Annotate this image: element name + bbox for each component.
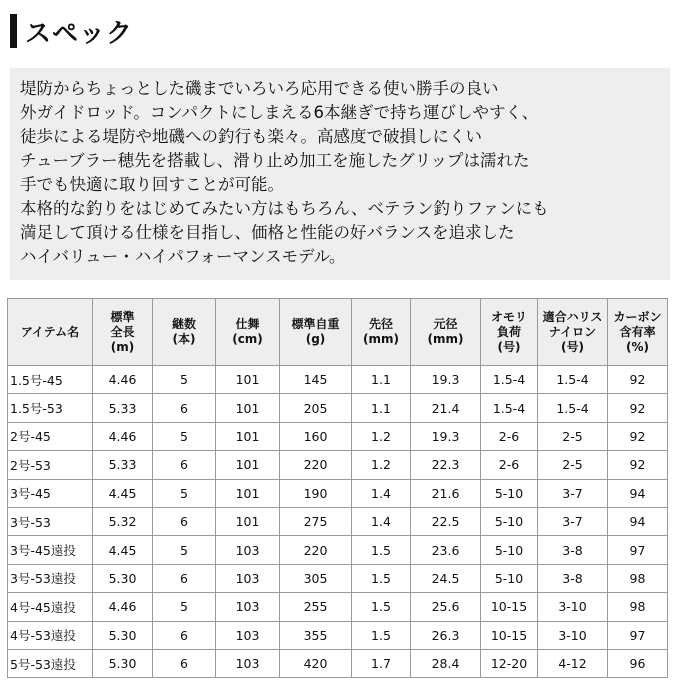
description-line: 手でも快適に取り回すことが可能。 (20, 175, 284, 194)
table-cell: 6 (153, 394, 216, 422)
table-cell: 103 (216, 564, 280, 592)
item-name-cell: 3号-53遠投 (8, 564, 93, 592)
table-cell: 3-7 (538, 479, 608, 507)
description-line: 堤防からちょっとした磯までいろいろ応用できる使い勝手の良い (20, 79, 499, 98)
column-header-line: (m) (110, 339, 135, 354)
table-row (8, 479, 668, 507)
table-cell: 5.33 (93, 451, 153, 479)
table-cell: 1.5 (352, 536, 411, 564)
table-cell: 101 (216, 479, 280, 507)
column-header (608, 299, 668, 366)
table-cell: 5-10 (481, 507, 538, 535)
table-cell: 92 (608, 451, 668, 479)
table-cell: 101 (216, 394, 280, 422)
table-cell: 6 (153, 451, 216, 479)
column-header (481, 299, 538, 366)
table-cell: 3-8 (538, 564, 608, 592)
column-header-line: (%) (626, 339, 649, 354)
table-cell: 4.45 (93, 479, 153, 507)
column-header-line: 全長 (110, 324, 135, 339)
table-cell: 3-7 (538, 507, 608, 535)
description-line: ハイバリュー・ハイパフォーマンスモデル。 (20, 247, 346, 266)
table-cell: 98 (608, 593, 668, 621)
table-cell: 190 (280, 479, 352, 507)
table-cell: 6 (153, 649, 216, 677)
column-header-line: ナイロン (548, 324, 597, 339)
table-cell: 103 (216, 536, 280, 564)
table-cell: 103 (216, 621, 280, 649)
table-cell: 4.46 (93, 422, 153, 450)
table-cell: 5 (153, 422, 216, 450)
column-header (93, 299, 153, 366)
table-cell: 4.46 (93, 366, 153, 394)
table-cell: 5 (153, 366, 216, 394)
table-cell: 101 (216, 366, 280, 394)
item-name-cell: 3号-53 (8, 507, 93, 535)
table-cell: 2-5 (538, 422, 608, 450)
table-cell: 103 (216, 593, 280, 621)
table-row (8, 422, 668, 450)
table-cell: 1.7 (352, 649, 411, 677)
table-row (8, 649, 668, 677)
table-cell: 4-12 (538, 649, 608, 677)
table-cell: 220 (280, 451, 352, 479)
table-cell: 101 (216, 451, 280, 479)
item-name-cell: 1.5号-45 (8, 366, 93, 394)
table-cell: 3-10 (538, 593, 608, 621)
column-header-line: アイテム名 (20, 324, 80, 339)
table-cell: 25.6 (411, 593, 481, 621)
description-line: 徒歩による堤防や地磯への釣行も楽々。高感度で破損しにくい (20, 127, 482, 146)
table-cell: 1.4 (352, 479, 411, 507)
table-cell: 6 (153, 564, 216, 592)
description-line: 本格的な釣りをはじめてみたい方はもちろん、ベテラン釣りファンにも (20, 199, 549, 218)
table-cell: 24.5 (411, 564, 481, 592)
table-cell: 10-15 (481, 593, 538, 621)
item-name-cell: 4号-53遠投 (8, 621, 93, 649)
table-row (8, 564, 668, 592)
table-row (8, 394, 668, 422)
column-header-line: (g) (305, 332, 326, 346)
table-cell: 94 (608, 479, 668, 507)
item-name-cell: 3号-45遠投 (8, 536, 93, 564)
table-cell: 1.5 (352, 593, 411, 621)
table-cell: 4.45 (93, 536, 153, 564)
table-cell: 1.5-4 (481, 366, 538, 394)
table-cell: 5.33 (93, 394, 153, 422)
table-cell: 3-10 (538, 621, 608, 649)
description-line: チューブラー穂先を搭載し、滑り止め加工を施したグリップは濡れた (20, 151, 530, 170)
table-cell: 1.2 (352, 422, 411, 450)
item-name-cell: 1.5号-53 (8, 394, 93, 422)
table-cell: 92 (608, 422, 668, 450)
column-header-line: 継数 (171, 317, 196, 331)
column-header (153, 299, 216, 366)
column-header-line: 仕舞 (235, 317, 260, 331)
column-header-line: 元径 (433, 317, 458, 331)
table-cell: 22.3 (411, 451, 481, 479)
item-name-cell: 2号-53 (8, 451, 93, 479)
table-cell: 145 (280, 366, 352, 394)
column-header (538, 299, 608, 366)
description-box (10, 68, 670, 280)
table-row (8, 507, 668, 535)
heading-bar (10, 14, 17, 48)
table-cell: 355 (280, 621, 352, 649)
column-header-line: 含有率 (619, 324, 656, 339)
table-cell: 5 (153, 479, 216, 507)
table-cell: 101 (216, 507, 280, 535)
table-cell: 92 (608, 366, 668, 394)
heading-title: スペック (25, 18, 134, 49)
table-cell: 23.6 (411, 536, 481, 564)
table-cell: 12-20 (481, 649, 538, 677)
column-header-line: (号) (561, 339, 584, 354)
item-name-cell: 4号-45遠投 (8, 593, 93, 621)
table-cell: 2-6 (481, 451, 538, 479)
table-body (8, 366, 668, 678)
table-cell: 305 (280, 564, 352, 592)
table-cell: 1.1 (352, 366, 411, 394)
table-cell: 5.30 (93, 564, 153, 592)
table-cell: 1.2 (352, 451, 411, 479)
section-heading (10, 14, 133, 48)
table-cell: 220 (280, 536, 352, 564)
column-header-line: (mm) (363, 332, 399, 346)
table-cell: 5 (153, 536, 216, 564)
column-header-line: 標準自重 (291, 317, 340, 331)
table-cell: 94 (608, 507, 668, 535)
table-cell: 5-10 (481, 536, 538, 564)
column-header-line: 先径 (368, 317, 393, 331)
table-cell: 19.3 (411, 422, 481, 450)
table-cell: 101 (216, 422, 280, 450)
table-cell: 21.4 (411, 394, 481, 422)
column-header-line: 適合ハリス (542, 309, 603, 324)
table-row (8, 593, 668, 621)
table-cell: 205 (280, 394, 352, 422)
table-cell: 255 (280, 593, 352, 621)
table-cell: 5 (153, 593, 216, 621)
table-row (8, 536, 668, 564)
table-cell: 10-15 (481, 621, 538, 649)
table-cell: 5-10 (481, 564, 538, 592)
table-cell: 92 (608, 394, 668, 422)
description-line: 外ガイドロッド。コンパクトにしまえる6本継ぎで持ち運びしやすく、 (20, 103, 539, 122)
table-cell: 4.46 (93, 593, 153, 621)
table-row (8, 366, 668, 394)
table-cell: 97 (608, 621, 668, 649)
description-line: 満足して頂ける仕様を目指し、価格と性能の好バランスを追求した (20, 223, 515, 242)
table-cell: 1.5-4 (481, 394, 538, 422)
table-cell: 6 (153, 621, 216, 649)
table-cell: 5.30 (93, 649, 153, 677)
column-header (280, 299, 352, 366)
table-row (8, 621, 668, 649)
table-header-row (8, 299, 668, 366)
column-header-line: (mm) (427, 332, 464, 346)
column-header (8, 299, 93, 366)
table-cell: 97 (608, 536, 668, 564)
table-cell: 96 (608, 649, 668, 677)
table-cell: 5-10 (481, 479, 538, 507)
table-cell: 28.4 (411, 649, 481, 677)
table-cell: 1.1 (352, 394, 411, 422)
column-header (216, 299, 280, 366)
table-cell: 21.6 (411, 479, 481, 507)
table-cell: 6 (153, 507, 216, 535)
column-header (352, 299, 411, 366)
table-cell: 2-5 (538, 451, 608, 479)
table-cell: 19.3 (411, 366, 481, 394)
column-header-line: 負荷 (496, 324, 521, 339)
table-cell: 5.30 (93, 621, 153, 649)
column-header-line: (号) (497, 339, 521, 354)
column-header (411, 299, 481, 366)
table-cell: 5.32 (93, 507, 153, 535)
table-cell: 2-6 (481, 422, 538, 450)
table-cell: 103 (216, 649, 280, 677)
column-header-line: (本) (172, 332, 196, 346)
table-cell: 22.5 (411, 507, 481, 535)
table-row (8, 451, 668, 479)
table-cell: 3-8 (538, 536, 608, 564)
table-cell: 1.5-4 (538, 394, 608, 422)
column-header-line: (cm) (232, 332, 263, 346)
table-cell: 98 (608, 564, 668, 592)
column-header-line: カーボン (613, 309, 662, 324)
table-cell: 26.3 (411, 621, 481, 649)
item-name-cell: 3号-45 (8, 479, 93, 507)
spec-table (7, 298, 668, 678)
table-cell: 1.5 (352, 564, 411, 592)
table-cell: 1.5-4 (538, 366, 608, 394)
item-name-cell: 2号-45 (8, 422, 93, 450)
item-name-cell: 5号-53遠投 (8, 649, 93, 677)
table-cell: 420 (280, 649, 352, 677)
table-cell: 1.4 (352, 507, 411, 535)
table-cell: 160 (280, 422, 352, 450)
column-header-line: オモリ (490, 309, 527, 324)
table-cell: 275 (280, 507, 352, 535)
column-header-line: 標準 (110, 309, 135, 324)
table-cell: 1.5 (352, 621, 411, 649)
